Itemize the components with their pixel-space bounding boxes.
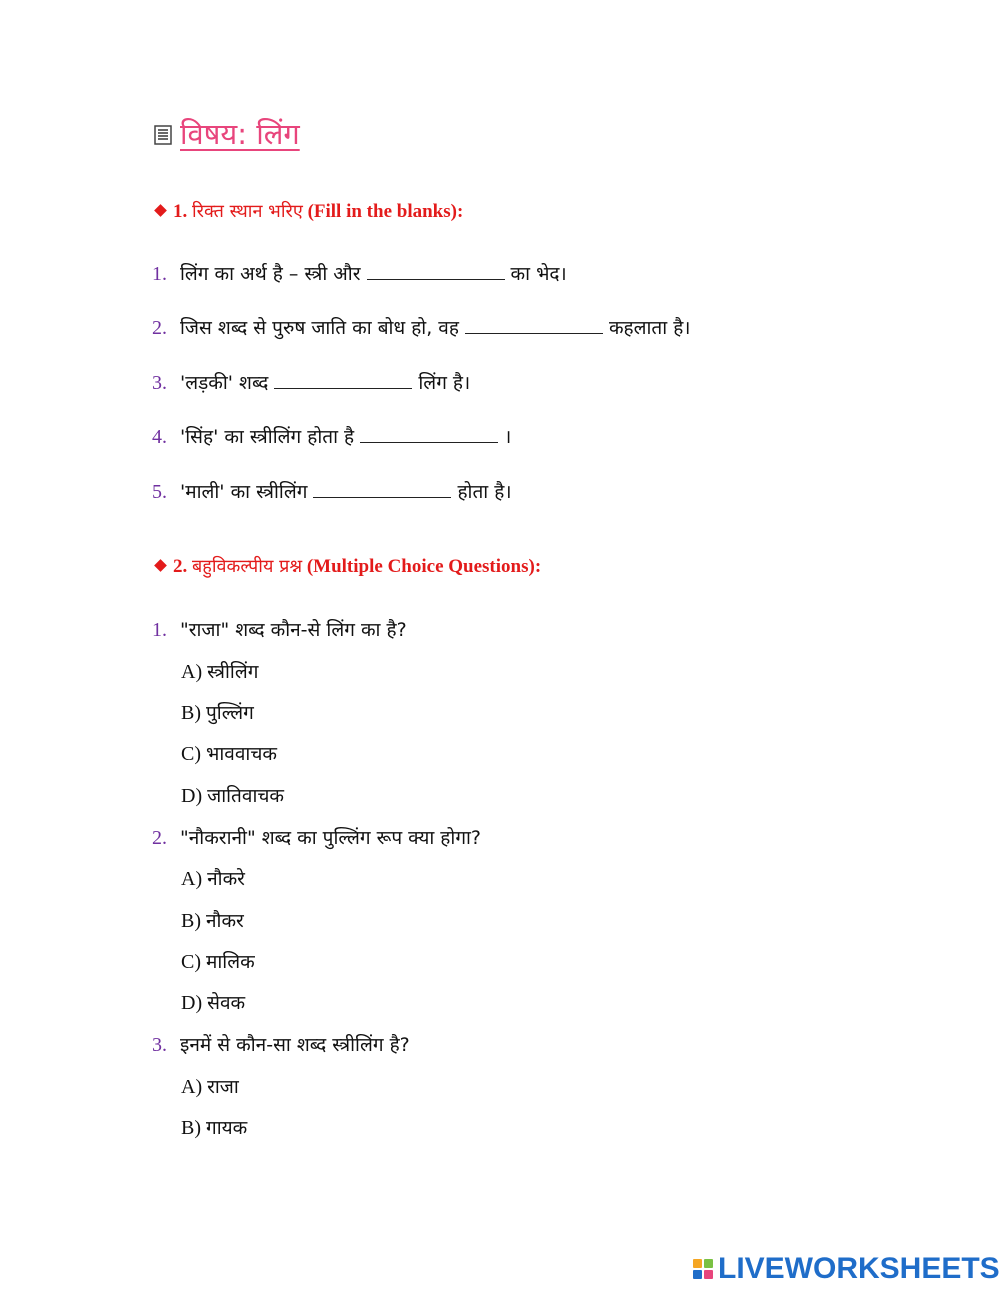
diamond-bullet-icon <box>154 559 167 572</box>
option-text: सेवक <box>207 992 246 1014</box>
fill-blank-item <box>152 260 567 286</box>
mcq-option[interactable] <box>181 699 254 725</box>
item-text-after: लिंग है। <box>418 372 471 394</box>
blank-field[interactable] <box>367 265 505 280</box>
mcq-option[interactable] <box>181 948 255 974</box>
option-text: स्त्रीलिंग <box>207 661 259 683</box>
section-heading-mcq <box>154 554 541 578</box>
mcq-option[interactable] <box>181 865 245 891</box>
item-number: 3. <box>152 372 167 394</box>
page-title-text: विषय: लिंग <box>180 117 300 151</box>
option-text: नौकरे <box>207 868 245 890</box>
item-text-after: होता है। <box>457 481 512 503</box>
option-text: नौकर <box>206 910 244 932</box>
diamond-bullet-icon <box>154 204 167 217</box>
mcq-question <box>152 1031 410 1057</box>
question-number: 2. <box>152 827 167 849</box>
page-title <box>154 114 300 153</box>
section-number: 2. <box>173 556 188 577</box>
mcq-option[interactable] <box>181 1114 247 1140</box>
mcq-option[interactable] <box>181 1073 239 1099</box>
fill-blank-item <box>152 423 511 449</box>
item-number: 5. <box>152 481 167 503</box>
mcq-option[interactable] <box>181 907 244 933</box>
item-number: 4. <box>152 426 167 448</box>
option-letter: C) <box>181 951 201 973</box>
item-text-before: जिस शब्द से पुरुष जाति का बोध हो, वह <box>180 317 459 339</box>
blank-field[interactable] <box>313 483 451 498</box>
blank-field[interactable] <box>274 374 412 389</box>
notebook-icon <box>154 118 172 138</box>
logo-text: LIVEWORKSHEETS <box>718 1252 1000 1285</box>
item-text-before: 'लड़की' शब्द <box>180 372 269 394</box>
blank-field[interactable] <box>465 319 603 334</box>
option-text: भाववाचक <box>206 743 277 765</box>
option-text: गायक <box>206 1117 248 1139</box>
option-text: मालिक <box>206 951 255 973</box>
liveworksheets-logo-icon <box>693 1259 713 1279</box>
option-letter: D) <box>181 992 203 1014</box>
item-number: 2. <box>152 317 167 339</box>
fill-blank-item <box>152 478 512 504</box>
liveworksheets-logo <box>693 1254 1000 1284</box>
option-letter: B) <box>181 1117 201 1139</box>
option-letter: B) <box>181 910 201 932</box>
section-heading-english: (Multiple Choice Questions): <box>306 556 542 577</box>
item-text-after: कहलाता है। <box>608 317 691 339</box>
section-heading-hindi: रिक्त स्थान भरिए <box>192 201 303 222</box>
mcq-option[interactable] <box>181 658 258 684</box>
question-text: इनमें से कौन-सा शब्द स्त्रीलिंग है? <box>180 1034 410 1056</box>
question-number: 3. <box>152 1034 167 1056</box>
option-text: राजा <box>207 1076 239 1098</box>
option-letter: A) <box>181 1076 203 1098</box>
fill-blank-item <box>152 369 470 395</box>
option-letter: B) <box>181 702 201 724</box>
mcq-option[interactable] <box>181 989 245 1015</box>
section-number: 1. <box>173 201 188 222</box>
mcq-option[interactable] <box>181 782 284 808</box>
mcq-question <box>152 616 407 642</box>
question-text: "राजा" शब्द कौन-से लिंग का है? <box>180 619 407 641</box>
section-heading-hindi: बहुविकल्पीय प्रश्न <box>192 556 303 577</box>
question-text: "नौकरानी" शब्द का पुल्लिंग रूप क्या होगा? <box>180 827 482 849</box>
item-text-after: का भेद। <box>510 263 567 285</box>
section-heading-fill-blanks <box>154 199 463 223</box>
fill-blank-item <box>152 314 691 340</box>
option-letter: A) <box>181 661 203 683</box>
item-number: 1. <box>152 263 167 285</box>
mcq-question <box>152 824 481 850</box>
item-text-after: । <box>504 426 512 448</box>
section-heading-english: (Fill in the blanks): <box>307 201 464 222</box>
option-letter: A) <box>181 868 203 890</box>
item-text-before: 'सिंह' का स्त्रीलिंग होता है <box>180 426 355 448</box>
option-text: पुल्लिंग <box>206 702 254 724</box>
option-letter: D) <box>181 785 203 807</box>
question-number: 1. <box>152 619 167 641</box>
item-text-before: 'माली' का स्त्रीलिंग <box>180 481 308 503</box>
blank-field[interactable] <box>360 428 498 443</box>
option-letter: C) <box>181 743 201 765</box>
mcq-option[interactable] <box>181 740 277 766</box>
item-text-before: लिंग का अर्थ है – स्त्री और <box>180 263 361 285</box>
option-text: जातिवाचक <box>207 785 285 807</box>
